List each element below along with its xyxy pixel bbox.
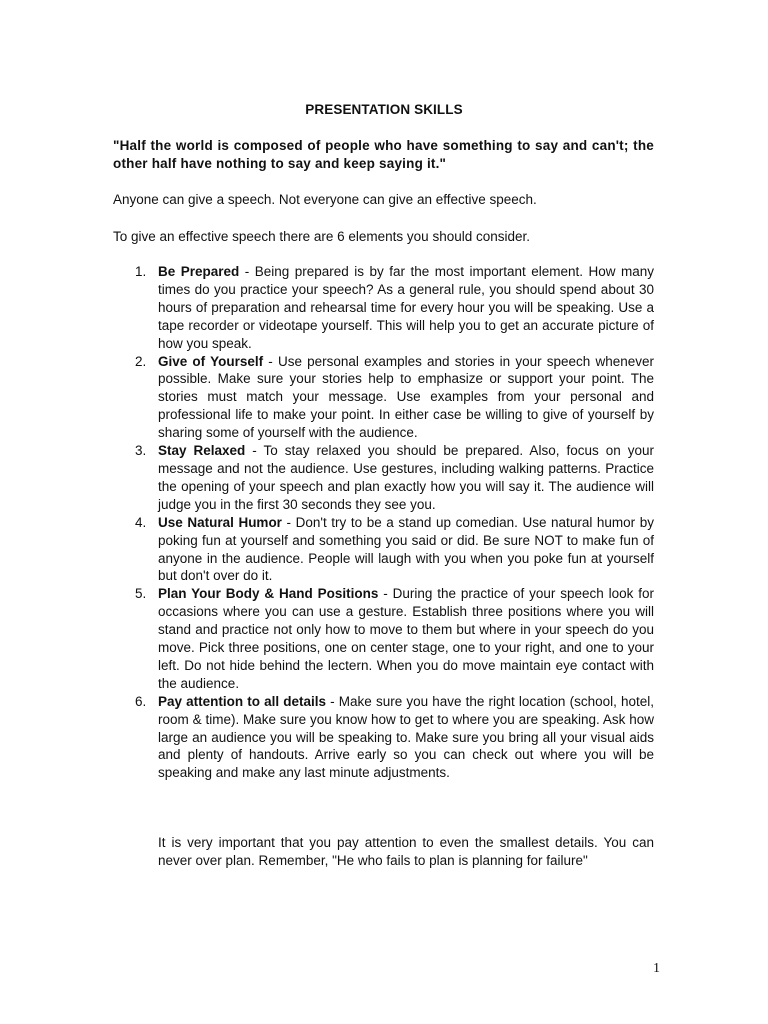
list-item (113, 514, 654, 586)
list-item-term: Stay Relaxed (158, 443, 246, 459)
list-item-number: 3. (135, 443, 147, 459)
list-item (113, 263, 654, 353)
list-item-term: Give of Yourself (158, 353, 264, 369)
list-item-number: 5. (135, 586, 147, 602)
list-item-text: - To stay relaxed you should be prepared. Also, focus on your message and not the audience. Use gestures, including walking patterns. Practice the opening of your speech and plan exactly how you will say it. The audience will judge you in the first 30 seconds they see you. (158, 443, 654, 512)
list-item-term: Pay attention to all details (158, 693, 327, 709)
list-item-text: - During the practice of your speech look for occasions where you can use a gesture. Establish three positions where you will stand and practice not only how to move to them but where in your speech do you move. Pick three positions, one on center stage, one to your right, and one to your left. Do not hide behind the lectern. When you do move maintain eye contact with the audience. (158, 586, 654, 691)
list-item (113, 585, 654, 692)
list-item-term: Be Prepared (158, 264, 240, 279)
opening-quote: "Half the world is composed of people who have something to say and can't; the other half have nothing to say and keep saying it." (113, 138, 654, 171)
list-item-number: 6. (135, 693, 147, 709)
list-item-text: - Use personal examples and stories in your speech whenever possible. Make sure your stories help to emphasize or support your point. The stories must match your message. Use examples from your personal and professional life to make your point. In either case be willing to give of yourself by sharing some of yourself with the audience. (158, 353, 654, 441)
list-item-term: Use Natural Humor (158, 514, 282, 530)
list-item-text: - Don't try to be a stand up comedian. Use natural humor by poking fun at yourself and something you said or did. Be sure NOT to make fun of anyone in the audience. People will laugh with you when you poke fun at yourself but don't over do it. (158, 514, 655, 584)
elements-list (113, 263, 654, 782)
list-item (113, 693, 654, 783)
list-item-number: 4. (135, 514, 147, 530)
intro-paragraph-1: Anyone can give a speech. Not everyone can give an effective speech. (113, 192, 537, 207)
document-title: PRESENTATION SKILLS (305, 102, 463, 117)
page-number: 1 (653, 961, 660, 976)
closing-paragraph: It is very important that you pay attention to even the smallest details. You can never over plan. Remember, "He who fails to plan is planning for failure" (158, 835, 654, 868)
list-item-number: 1. (135, 264, 147, 279)
list-item-text: - Being prepared is by far the most important element. How many times do you practice your speech? As a general rule, you should spend about 30 hours of preparation and rehearsal time for every hour you will be speaking. Use a tape recorder or videotape yourself. This will help you to get an accurate picture of how you speak. (158, 264, 654, 351)
list-item-term: Plan Your Body & Hand Positions (158, 586, 379, 602)
list-item (113, 353, 654, 443)
list-item-number: 2. (135, 353, 147, 369)
list-item (113, 442, 654, 514)
intro-paragraph-2: To give an effective speech there are 6 elements you should consider. (113, 229, 531, 244)
list-item-text: - Make sure you have the right location (school, hotel, room & time). Make sure you know how to get to where you are speaking. Ask how large an audience you will be speaking to. Make sure you bring all your visual aids and plenty of handouts. Arrive early so you can check out where you will be speaking and make any last minute adjustments. (158, 693, 654, 781)
